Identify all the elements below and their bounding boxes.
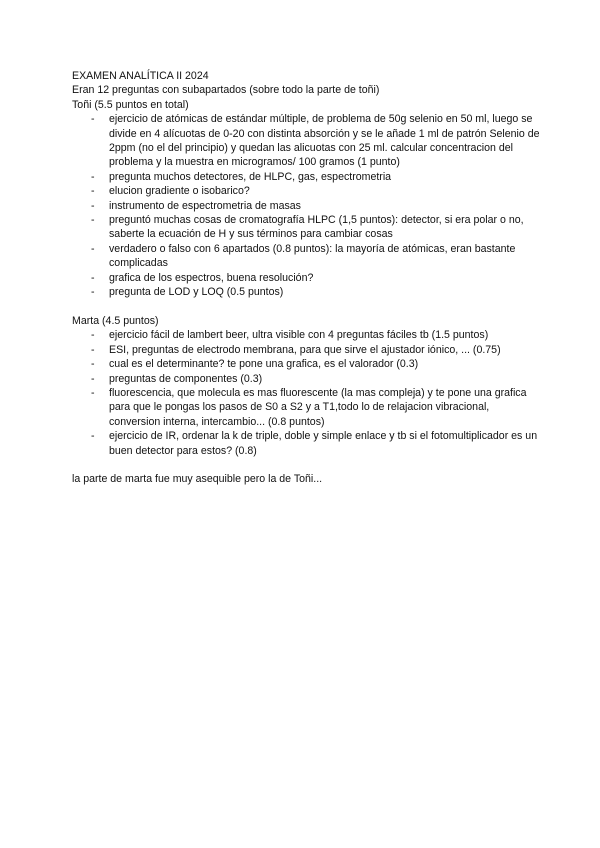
list-item-text: pregunta muchos detectores, de HLPC, gas, espectrometria (109, 170, 392, 183)
section-spacer (72, 458, 542, 472)
list-item (72, 357, 542, 371)
list-item-text: ejercicio de atómicas de estándar múltiple, de problema de 50g selenio en 50 ml, luego se divide en 4 alícuotas de 0-20 con distinta absorción y se le añade 1 ml de patrón Selenio de 2ppm (no el del principio) y quedan las alicuotas con 25 ml. calcular concentracion del problema y la muestra en microgramos/ 100 gramos (1 punto) (109, 113, 540, 169)
list-item (72, 170, 542, 184)
bullet-dash: - (91, 343, 95, 356)
list-item-text: fluorescencia, que molecula es mas fluorescente (la mas compleja) y te pone una grafica para que le pongas los pasos de S0 a S2 y a T1,todo lo de relajacion vibracional, conversion interna, intercambio... (0.8 puntos) (109, 386, 527, 428)
list-item (72, 242, 542, 271)
list-item-text: elucion gradiente o isobarico? (109, 185, 250, 198)
list-item-text: cual es el determinante? te pone una grafica, es el valorador (0.3) (109, 358, 419, 371)
list-item (72, 343, 542, 357)
bullet-dash: - (91, 113, 95, 126)
bullet-dash: - (91, 286, 95, 299)
bullet-dash: - (91, 271, 95, 284)
list-item (72, 386, 542, 429)
list-item (72, 112, 542, 170)
list-item-text: ejercicio fácil de lambert beer, ultra visible con 4 preguntas fáciles tb (1.5 puntos) (109, 329, 489, 342)
list-item (72, 199, 542, 213)
list-item (72, 184, 542, 198)
bullet-dash: - (91, 214, 95, 227)
list-item (72, 285, 542, 299)
toni-question-list (72, 112, 542, 299)
list-item-text: verdadero o falso con 6 apartados (0.8 puntos): la mayoría de atómicas, eran bastante complicadas (109, 242, 516, 270)
marta-question-list (72, 328, 542, 458)
list-item-text: ESI, preguntas de electrodo membrana, para que sirve el ajustador iónico, ... (0.75) (109, 343, 501, 356)
bullet-dash: - (91, 430, 95, 443)
list-item-text: instrumento de espectrometria de masas (109, 199, 301, 212)
list-item (72, 429, 542, 458)
bullet-dash: - (91, 242, 95, 255)
bullet-dash: - (91, 185, 95, 198)
list-item-text: preguntó muchas cosas de cromatografía HLPC (1,5 puntos): detector, si era polar o no, saberte la ecuación de H y sus términos para cambiar cosas (109, 214, 524, 241)
list-item (72, 328, 542, 342)
list-item-text: pregunta de LOD y LOQ (0.5 puntos) (109, 286, 284, 299)
bullet-dash: - (91, 170, 95, 183)
marta-section-heading: Marta (4.5 puntos) (72, 314, 159, 327)
bullet-dash: - (91, 372, 95, 385)
bullet-dash: - (91, 329, 95, 342)
list-item (72, 271, 542, 285)
section-spacer (72, 300, 542, 314)
document-title: EXAMEN ANALÍTICA II 2024 (72, 70, 209, 82)
bullet-dash: - (91, 199, 95, 212)
toni-section-heading: Toñi (5.5 puntos en total) (72, 98, 189, 111)
list-item-text: grafica de los espectros, buena resolución? (109, 271, 314, 284)
document-subtitle: Eran 12 preguntas con subapartados (sobre todo la parte de toñi) (72, 84, 380, 97)
list-item (72, 372, 542, 386)
document-body (72, 69, 542, 487)
list-item (72, 213, 542, 242)
list-item-text: preguntas de componentes (0.3) (109, 372, 263, 385)
list-item-text: ejercicio de IR, ordenar la k de triple, doble y simple enlace y tb si el fotomultiplicador es un buen detector para estos? (0.8) (109, 430, 538, 457)
bullet-dash: - (91, 386, 95, 399)
closing-remark: la parte de marta fue muy asequible pero la de Toñi... (72, 473, 323, 486)
bullet-dash: - (91, 358, 95, 371)
